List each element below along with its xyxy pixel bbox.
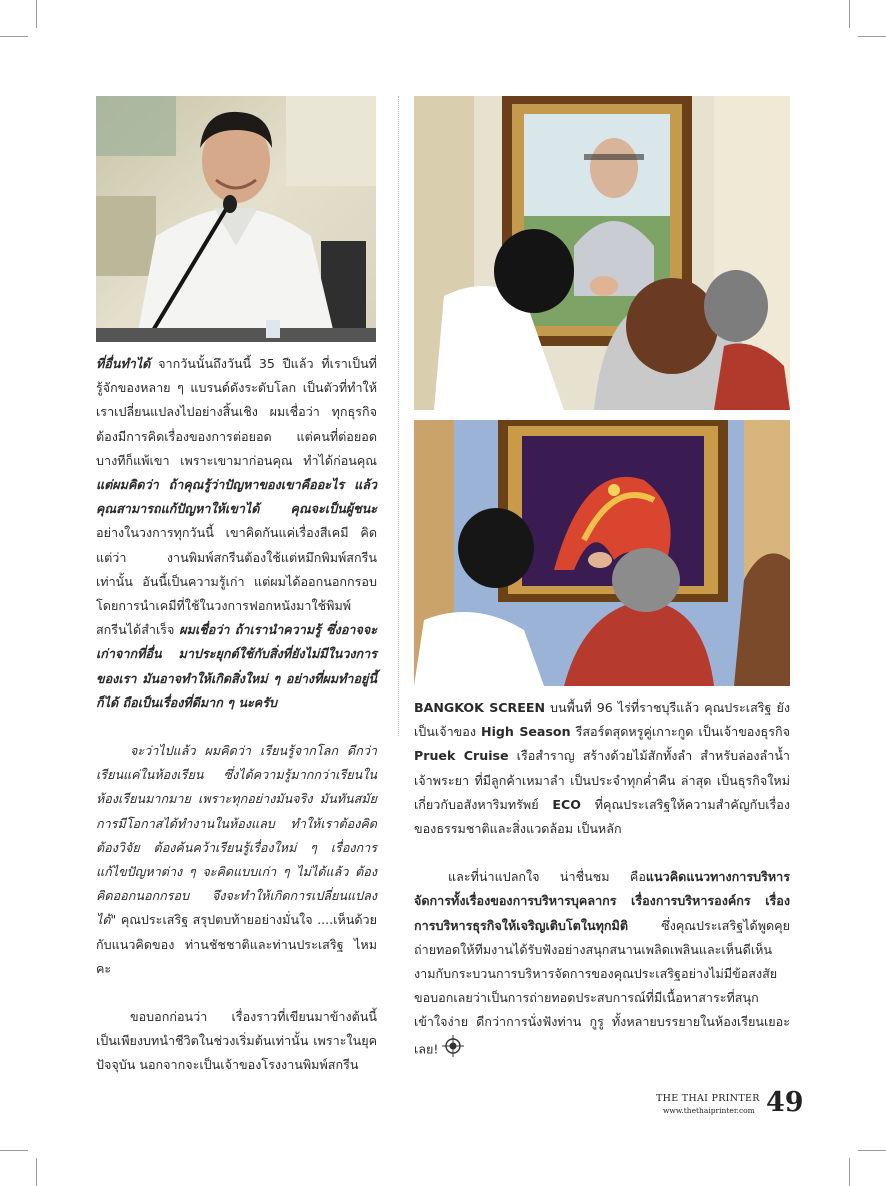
crop-mark bbox=[36, 0, 37, 28]
left-paragraph-2 bbox=[96, 739, 377, 981]
right-paragraph-1 bbox=[414, 696, 790, 841]
crop-mark bbox=[0, 36, 28, 37]
text-run: อย่างในวงการทุกวันนี้ เขาคิดกันแค่เรื่องสีเคมี คิดแต่ว่า งานพิมพ์สกรีนต้องใช้แต่หมึกพิมพ์สกรีนเท่านั้น อันนี้เป็นความรู้เก่า แต่ผมได้ออกนอกกรอบ โดยการนำเคมีที่ใช้ในวงการฟอกหนังมาใช้พิมพ์สกรีนได้สำเร็จ bbox=[96, 525, 377, 638]
speaker-photo bbox=[96, 96, 376, 342]
column-divider bbox=[398, 96, 399, 736]
page-number: 49 bbox=[766, 1087, 804, 1118]
left-paragraph-1 bbox=[96, 352, 377, 715]
text-bold-italic: ที่อื่นทำได้ bbox=[96, 356, 151, 371]
crop-mark bbox=[858, 36, 886, 37]
text-run: บนพื้นที่ 96 ไร่ที่ราชบุรีแล้ว คุณประเสริฐ ยังเป็นเจ้าของ bbox=[414, 700, 790, 740]
text-bold-italic: ผมเชื่อว่า ถ้าเรานำความรู้ ซึ่งอาจจะเก่าจากที่อื่น มาประยุกต์ใช้กับสิ่งที่ยังไม่มีในวงการของเรา มันอาจทำให้เกิดสิ่งใหม่ ๆ อย่างที่ผมทำอยู่นี้ก็ได้ ถือเป็นเรื่องที่ดีมาก ๆ นะครับ bbox=[96, 622, 377, 710]
text-bold: ECO bbox=[552, 796, 581, 812]
portrait-photo bbox=[414, 96, 790, 410]
magazine-brand: THE THAI PRINTER bbox=[656, 1093, 760, 1104]
text-bold: แนวคิดแนวทางการบริหารจัดการทั้งเรื่องของการบริหารบุคลากร เรื่องการบริหารองค์กร เรื่องการบริหารธุรกิจให้เจริญเติบโตในทุกมิติ bbox=[414, 869, 790, 933]
text-bold-italic: แต่ผมคิดว่า ถ้าคุณรู้ว่าปัญหาของเขาคืออะไร แล้วคุณสามารถแก้ปัญหาให้เขาได้ คุณจะเป็นผู้ชนะ bbox=[96, 477, 377, 517]
crop-mark bbox=[858, 1150, 886, 1151]
crosshair-end-icon bbox=[442, 1035, 464, 1065]
text-run: ขอบอกก่อนว่า เรื่องราวที่เขียนมาข้างต้นนี้เป็นเพียงบทนำชีวิตในช่วงเริ่มต้นเท่านั้น เพราะในยุคปัจจุบัน นอกจากจะเป็นเจ้าของโรงงานพิมพ์สกรีน bbox=[96, 1009, 377, 1073]
left-paragraph-3 bbox=[96, 1005, 377, 1078]
right-column bbox=[414, 696, 790, 1065]
crop-mark bbox=[849, 1158, 850, 1186]
artwork-photo bbox=[414, 420, 790, 686]
right-paragraph-2 bbox=[414, 865, 790, 1065]
text-run: ซึ่งคุณประเสริฐได้พูดคุยถ่ายทอดให้ทีมงานได้รับฟังอย่างสนุกสนานเพลิดเพลินและเห็นดีเห็นงามกับกระบวนการบริหารจัดการของคุณประเสริฐอย่างไม่มีข้อสงสัย ขอบอกเลยว่าเป็นการถ่ายทอดประสบการณ์ที่มีเนื้อหาสาระที่สนุก เข้าใจง่าย ดีกว่าการนั่งฟังท่าน กูรู ทั้งหลายบรรยายในห้องเรียนเยอะเลย! bbox=[414, 917, 790, 1057]
crop-mark bbox=[849, 0, 850, 28]
magazine-url: www.thethaiprinter.com bbox=[663, 1106, 755, 1115]
text-italic: จะว่าไปแล้ว ผมคิดว่า เรียนรู้จากโลก ดีกว่าเรียนแค่ในห้องเรียน ซึ่งได้ความรู้มากกว่าเรียนในห้องเรียนมากมาย เพราะทุกอย่างมันจริง มันทันสมัย การมีโอกาสได้ทำงานในห้องแลบ ทำให้เราต้องคิด ต้องวิจัย ต้องค้นคว้าเรียนรู้เรื่องใหม่ ๆ เรื่องการแก้ไขปัญหาต่าง ๆ จะคิดแบบเก่า ๆ ไม่ได้แล้ว ต้องคิดออกนอกกรอบ จึงจะทำให้เกิดการเปลี่ยนแปลงได้" bbox=[96, 743, 377, 928]
text-run: จากวันนั้นถึงวันนี้ 35 ปีแล้ว ที่เราเป็นที่รู้จักของหลาย ๆ แบรนด์ดังระดับโลก เป็นตัวที่ทำให้เราเปลี่ยนแปลงไปอย่างสิ้นเชิง ผมเชื่อว่า ทุกธุรกิจ ต้องมีการคิดเรื่องของการต่อยอด แต่คนที่ต่อยอดบางทีก็แพ้เขา เพราะเขามาก่อนคุณ ทำได้ก่อนคุณ bbox=[96, 356, 377, 468]
text-run: รีสอร์ตสุดหรูคู่เกาะกูด เป็นเจ้าของธุรกิจ bbox=[570, 724, 790, 740]
text-bold: BANGKOK SCREEN bbox=[414, 700, 545, 715]
text-run: คุณประเสริฐ สรุปตบท้ายอย่างมั่นใจ ....เห็นด้วยกับแนวคิดของ ท่านชัชชาติและท่านประเสริฐ ไหมคะ bbox=[96, 912, 377, 976]
text-bold: Pruek Cruise bbox=[414, 748, 509, 764]
text-run: ที่คุณประเสริฐให้ความสำคัญกับเรื่องของธรรมชาติและสิ่งแวดล้อม เป็นหลัก bbox=[414, 796, 790, 837]
crop-mark bbox=[0, 1150, 28, 1151]
left-column bbox=[96, 352, 377, 1078]
crop-mark bbox=[36, 1158, 37, 1186]
text-run: และที่น่าแปลกใจ น่าชื่นชม คือ bbox=[448, 869, 646, 885]
text-run: เรือสำราญ สร้างด้วยไม้สักทั้งลำ สำหรับล่องลำน้ำเจ้าพระยา ที่มีลูกค้าเหมาลำ เป็นประจำทุกค่ำคืน ล่าสุด เป็นธุรกิจใหม่เกี่ยวกับอสังหาริมทรัพย์ bbox=[414, 748, 790, 812]
text-bold: High Season bbox=[481, 724, 571, 740]
